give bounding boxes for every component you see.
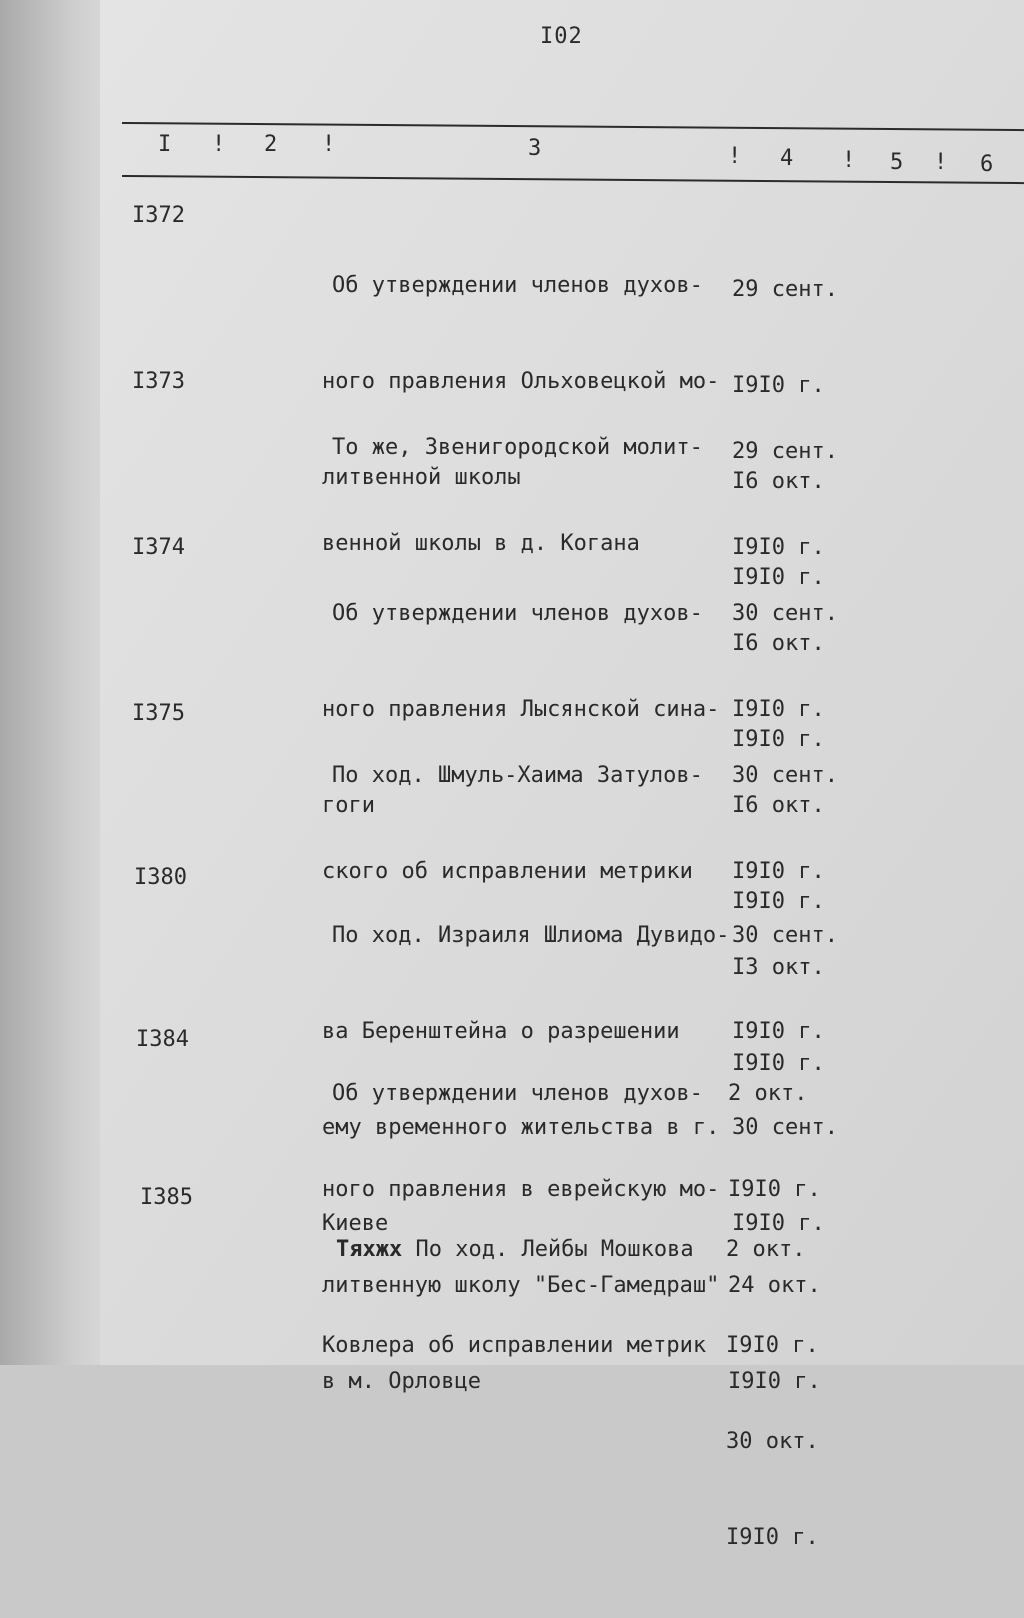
column-header-2: 2 [264,132,278,157]
date-line: 2 окт. [728,1081,808,1106]
date-line: 30 сент. [732,601,838,626]
description-line: По ход. Израиля Шлиома Дувидо- [332,923,730,948]
date-line: I9I0 г. [732,859,825,884]
column-header-6: 6 [980,152,994,177]
date-line: I9I0 г. [732,535,825,560]
column-separator: ! [934,150,948,175]
column-separator: ! [842,148,856,173]
description-line: ему временного жительства в г. [322,1115,720,1140]
column-header-3: 3 [528,136,542,161]
entry-number: I380 [134,865,187,890]
description-line: литвенной школы [322,465,521,490]
column-header-1: I [158,132,172,157]
column-header-4: 4 [780,146,794,171]
description-line: Киеве [322,1211,389,1236]
description-line: То же, Звенигородской молит- [332,435,703,460]
description-line: Об утверждении членов духов- [332,1081,703,1106]
entry-description [322,1170,720,1426]
entry-number: I385 [140,1185,193,1210]
date-line: I9I0 г. [732,697,825,722]
description-line: ва Беренштейна о разрешении [322,1019,680,1044]
date-line: I9I0 г. [732,889,825,914]
column-separator: ! [212,132,226,157]
date-line: I6 окт. [732,631,825,656]
column-separator: ! [322,132,336,157]
description-line: ного правления в еврейскую мо- [322,1177,720,1202]
description-line: Об утверждении членов духов- [332,273,703,298]
table-top-rule [122,122,1024,131]
date-line: I9I0 г. [732,373,825,398]
description-line: ского об исправлении метрики [322,859,693,884]
description-line: литвенную школу "Бес-Гамедраш" [322,1273,720,1298]
date-line: 2 окт. [726,1237,806,1262]
date-line: I9I0 г. [732,565,825,590]
date-line: 30 сент. [732,1115,838,1140]
date-line: I9I0 г. [732,727,825,752]
description-line: гоги [322,793,375,818]
date-line: 30 сент. [732,923,838,948]
entry-dates [726,1170,876,1618]
entry-number: I375 [132,701,185,726]
date-line: I3 окт. [732,955,825,980]
entry-number: I372 [132,203,185,228]
description-line: Ковлера об исправлении метрик [322,1333,707,1358]
description-line: Об утверждении членов духов- [332,601,703,626]
date-line: I9I0 г. [728,1177,821,1202]
description-line: ного правления Лысянской сина- [322,697,720,722]
date-line: 29 сент. [732,277,838,302]
column-separator: ! [728,144,742,169]
entry-number: I374 [132,535,185,560]
date-line: I6 окт. [732,469,825,494]
date-line: 30 сент. [732,763,838,788]
table-header-rule [122,175,1024,184]
entry-number: I373 [132,369,185,394]
date-line: I9I0 г. [726,1525,819,1550]
document-page [100,0,1024,1550]
description-line: в м. Орловце [322,1369,481,1394]
description-line: ного правления Ольховецкой мо- [322,369,720,394]
column-header-5: 5 [890,150,904,175]
date-line: I9I0 г. [732,1051,825,1076]
description-line [322,1234,712,1266]
description-text: По ход. Лейбы Мошкова [415,1237,694,1262]
date-line: I9I0 г. [728,1369,821,1394]
date-line: 24 окт. [728,1273,821,1298]
entry-number: I384 [136,1027,189,1052]
date-line: 29 сент. [732,439,838,464]
page-number: I02 [540,24,583,49]
description-line: венной школы в д. Когана [322,531,640,556]
date-line: I9I0 г. [732,1019,825,1044]
date-line: I9I0 г. [726,1333,819,1358]
date-line: I6 окт. [732,793,825,818]
description-line: По ход. Шмуль-Хаима Затулов- [332,763,703,788]
binding-shadow [0,0,100,1365]
date-line: I9I0 г. [732,1211,825,1236]
date-line: 30 окт. [726,1429,819,1454]
struck-out-text: Тяхжх [336,1237,403,1262]
